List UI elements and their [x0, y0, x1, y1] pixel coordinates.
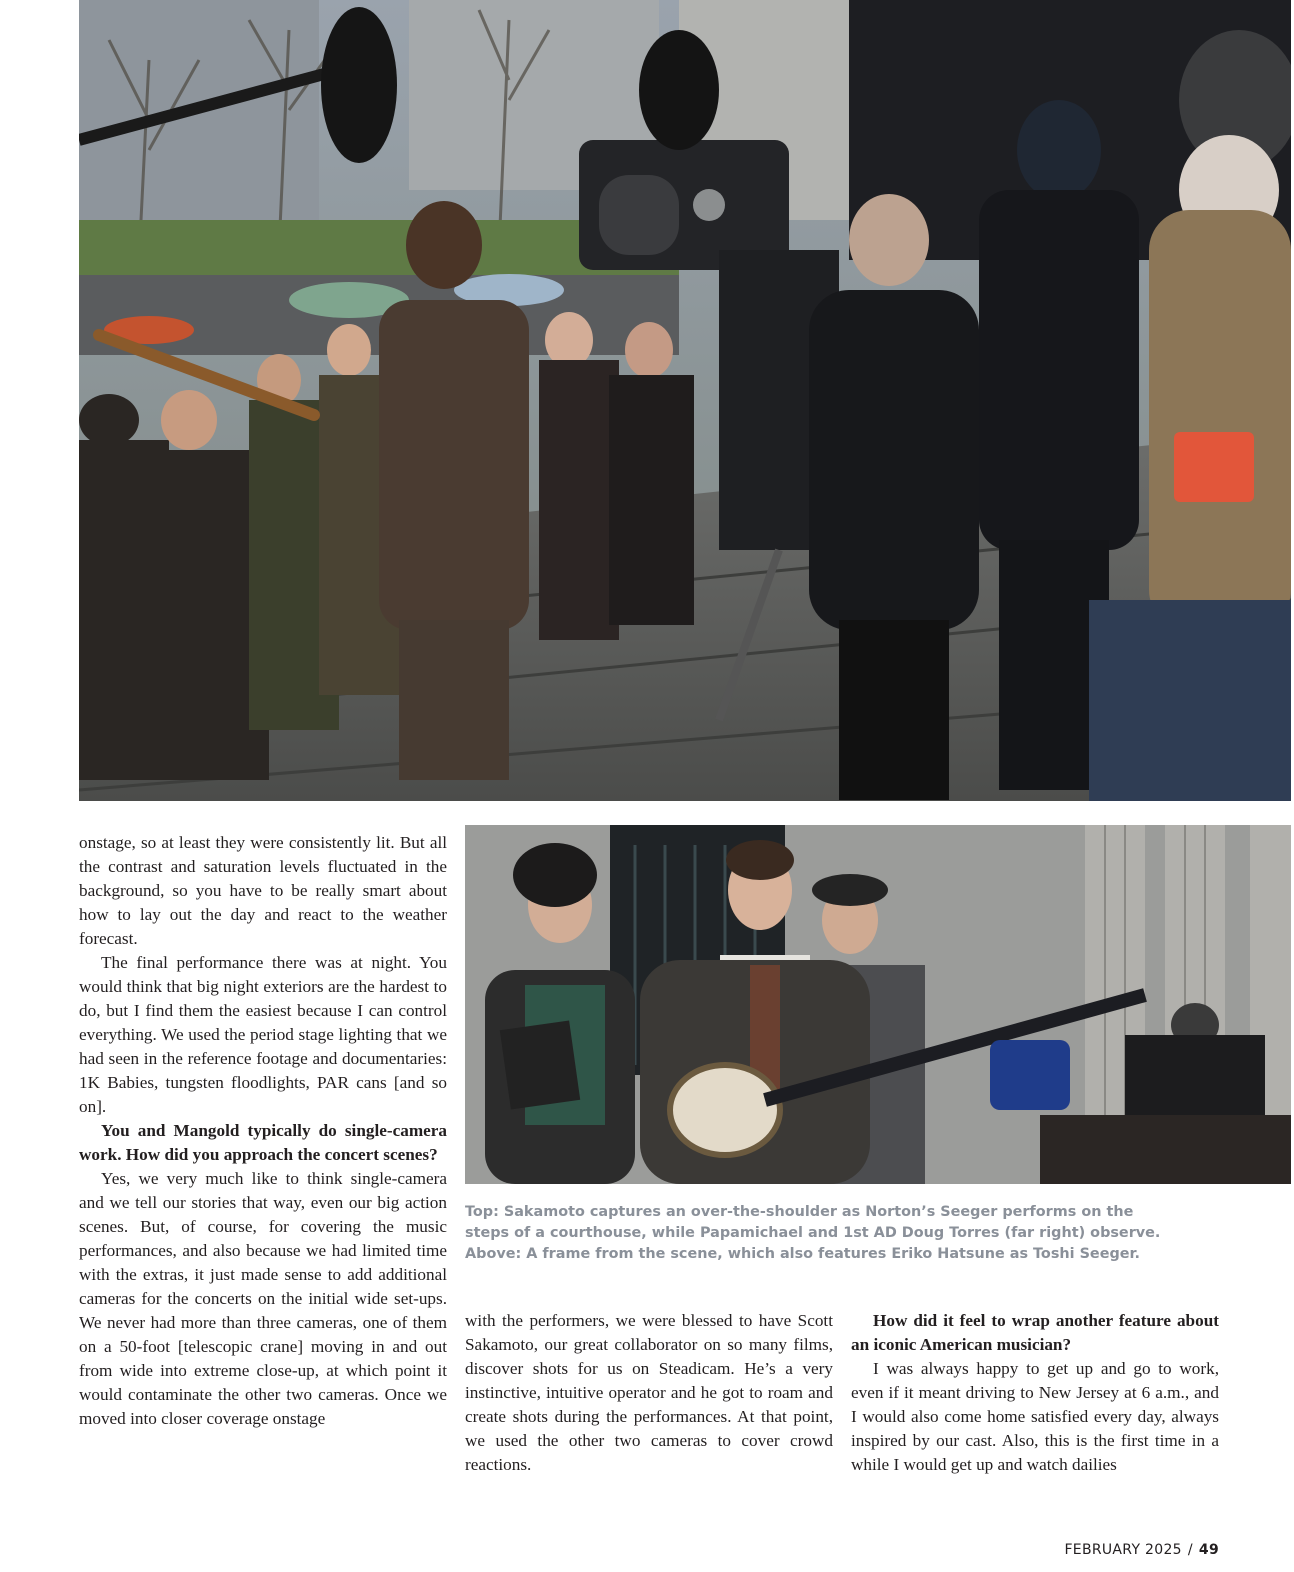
- issue-date: FEBRUARY 2025: [1064, 1542, 1182, 1558]
- top-photo: [79, 0, 1291, 801]
- paragraph: I was always happy to get up and go to work, even if it meant driving to New Jersey at 6 a.m., and I would also come home satisfied every day, always inspired by our cast. Also, this is the first time in a while I would get up and watch dailies: [851, 1359, 1219, 1474]
- article-column-3: [851, 1309, 1219, 1477]
- interview-question: How did it feel to wrap another feature about an iconic American musician?: [851, 1311, 1219, 1354]
- paragraph: with the performers, we were blessed to have Scott Sakamoto, our great collaborator on so many films, discover shots for us on Steadicam. He’s a very instinctive, intuitive operator and he got to roam and create shots during the performances. At that point, we used the other two cameras to cover crowd reactions.: [465, 1311, 833, 1474]
- film-frame-photo: [465, 825, 1291, 1184]
- photo-caption: Top: Sakamoto captures an over-the-shoulder as Norton’s Seeger performs on the steps of a courthouse, while Papamichael and 1st AD Doug Torres (far right) observe. Above: A frame from the scene, which also features Eriko Hatsune as Toshi Seeger.: [465, 1204, 1161, 1262]
- page-number: 49: [1198, 1542, 1219, 1558]
- page-folio: [1064, 1542, 1219, 1558]
- paragraph: The final performance there was at night. You would think that big night exteriors are the hardest to do, but I find them the easiest because I can control everything. We used the period stage lighting that we had seen in the reference footage and documentaries: 1K Babies, tungsten floodlights, PAR cans [and so on].: [79, 953, 447, 1116]
- interview-question: You and Mangold typically do single-camera work. How did you approach the concert scenes?: [79, 1121, 447, 1164]
- paragraph: Yes, we very much like to think single-camera and we tell our stories that way, even our big action scenes. But, of course, for covering the music performances, and also because we had limited time with the extras, it just made sense to add additional cameras for the concerts on the initial wide set-ups. We never had more than three cameras, one of them on a 50-foot [telescopic crane] moving in and out from wide into extreme close-up, at which point it would contaminate the other two cameras. Once we moved into closer coverage onstage: [79, 1169, 447, 1428]
- folio-separator: /: [1187, 1542, 1193, 1558]
- article-column-1: [79, 831, 447, 1431]
- paragraph: onstage, so at least they were consistently lit. But all the contrast and saturation levels fluctuated in the background, so you have to be really smart about how to lay out the day and react to the weather forecast.: [79, 833, 447, 948]
- article-column-2: [465, 1309, 833, 1477]
